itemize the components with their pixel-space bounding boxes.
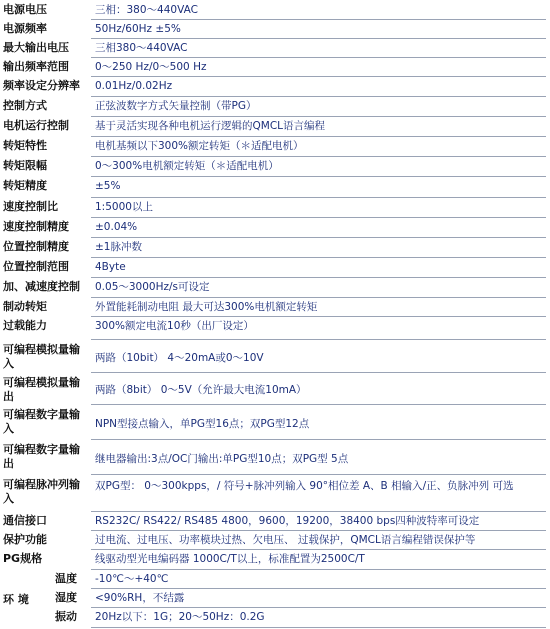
table-row [0,609,550,629]
spec-value: ±5% [95,180,121,192]
table-row [0,2,550,21]
table-row [0,513,550,532]
spec-value: 0.01Hz/0.02Hz [95,80,173,92]
row-divider [91,197,546,198]
table-row [0,441,550,476]
row-divider [91,316,546,317]
spec-value: 继电器输出:3点/OC门输出:单PG型10点；双PG型 5点 [95,453,349,465]
spec-label: 转矩精度 [3,179,47,192]
spec-label: 位置控制精度 [3,240,69,253]
spec-value: 0～250 Hz/0～500 Hz [95,61,207,73]
table-row [0,374,550,406]
spec-value: 50Hz/60Hz ±5% [95,23,181,35]
spec-label: 通信接口 [3,514,47,527]
row-divider [91,116,546,117]
row-divider [91,439,546,440]
row-divider [91,257,546,258]
row-divider [91,511,546,512]
spec-label: 保护功能 [3,533,47,546]
row-divider [91,277,546,278]
spec-value: 三相：380～440VAC [95,4,198,16]
spec-value: 300%额定电流10秒（出厂设定） [95,320,254,332]
spec-label: PG规格 [3,552,43,565]
table-row [0,476,550,513]
spec-label: 可编程数字量输出 [3,443,80,470]
spec-label: 转矩限幅 [3,159,47,172]
row-divider [91,339,546,340]
spec-value: 两路（10bit） 4～20mA或0～10V [95,352,264,364]
table-row [0,299,550,318]
table-row [0,199,550,219]
spec-label: 电源频率 [3,22,47,35]
spec-value: 双PG型： 0～300kpps，/ 符号+脉冲列输入 90°相位差 A、B 相输入/正、负脉冲列 可选 [95,480,514,492]
table-row [0,259,550,279]
spec-label: 过载能力 [3,319,47,332]
spec-label: 电机运行控制 [3,119,69,132]
spec-value: 三相380～440VAC [95,42,188,54]
table-row [0,118,550,138]
table-row [0,158,550,178]
spec-value: 基于灵活实现各种电机运行逻辑的QMCL语言编程 [95,120,326,132]
table-row [0,98,550,118]
row-divider [91,156,546,157]
spec-label: 可编程数字量输入 [3,408,80,435]
spec-label: 转矩特性 [3,139,47,152]
spec-label: 速度控制精度 [3,220,69,233]
row-divider [91,96,546,97]
row-divider [91,372,546,373]
spec-label: 控制方式 [3,99,47,112]
row-divider [91,474,546,475]
row-divider [91,404,546,405]
row-divider [91,588,546,589]
table-row [0,219,550,239]
row-divider [91,607,546,608]
spec-value: 过电流、过电压、功率模块过热、欠电压、 过载保护，QMCL语言编程错误保护等 [95,534,476,546]
table-row [0,59,550,78]
spec-value: ±0.04% [95,221,138,233]
spec-label: 温度 [55,572,77,585]
table-row [0,178,550,199]
table-row [0,406,550,441]
table-row [0,40,550,59]
table-row [0,571,550,590]
row-divider [91,76,546,77]
row-divider [91,530,546,531]
spec-label: 加、减速度控制 [3,280,80,293]
table-row [0,138,550,158]
row-divider [91,569,546,570]
row-divider [91,237,546,238]
row-divider [91,297,546,298]
table-row [0,318,550,341]
table-row [0,551,550,571]
row-divider [91,57,546,58]
spec-value: 4Byte [95,261,126,273]
spec-label: 频率设定分辨率 [3,79,80,92]
spec-label: 速度控制比 [3,200,58,213]
table-row [0,279,550,299]
row-divider [91,627,546,628]
spec-label: 湿度 [55,591,77,604]
spec-value: 电机基频以下300%额定转矩（＊适配电机） [95,140,304,152]
spec-value: 1:5000以上 [95,201,153,213]
table-row [0,590,550,609]
spec-value: RS232C/ RS422/ RS485 4800，9600，19200，38400 bps四种波特率可设定 [95,515,480,527]
spec-label: 电源电压 [3,3,47,16]
row-divider [91,136,546,137]
spec-value: 20Hz以下：1G；20～50Hz：0.2G [95,611,265,623]
environment-group-label: 环 境 [3,593,29,606]
table-row [0,21,550,40]
spec-value: 0.05～3000Hz/s可设定 [95,281,210,293]
spec-label: 可编程模拟量输入 [3,343,80,370]
spec-label: 最大输出电压 [3,41,69,54]
row-divider [91,217,546,218]
spec-value: 正弦波数字方式矢量控制（带PG） [95,100,257,112]
spec-value: -10℃～+40℃ [95,573,169,585]
spec-value: NPN型接点输入，单PG型16点；双PG型12点 [95,418,310,430]
spec-label: 输出频率范围 [3,60,69,73]
row-divider [91,19,546,20]
spec-value: 外置能耗制动电阻 最大可达300%电机额定转矩 [95,301,318,313]
table-row [0,341,550,374]
row-divider [91,38,546,39]
table-row [0,78,550,98]
spec-label: 可编程模拟量输出 [3,376,80,403]
spec-value: ±1脉冲数 [95,241,142,253]
spec-value: 0～300%电机额定转矩（＊适配电机） [95,160,279,172]
spec-label: 振动 [55,610,77,623]
spec-value: <90%RH，不结露 [95,592,185,604]
spec-label: 制动转矩 [3,300,47,313]
spec-label: 可编程脉冲列输入 [3,478,80,505]
spec-value: 线驱动型光电编码器 1000C/T以上，标准配置为2500C/T [95,553,365,565]
table-row [0,239,550,259]
table-row [0,532,550,551]
spec-value: 两路（8bit） 0～5V（允许最大电流10mA） [95,384,307,396]
row-divider [91,176,546,177]
spec-label: 位置控制范围 [3,260,69,273]
row-divider [91,549,546,550]
